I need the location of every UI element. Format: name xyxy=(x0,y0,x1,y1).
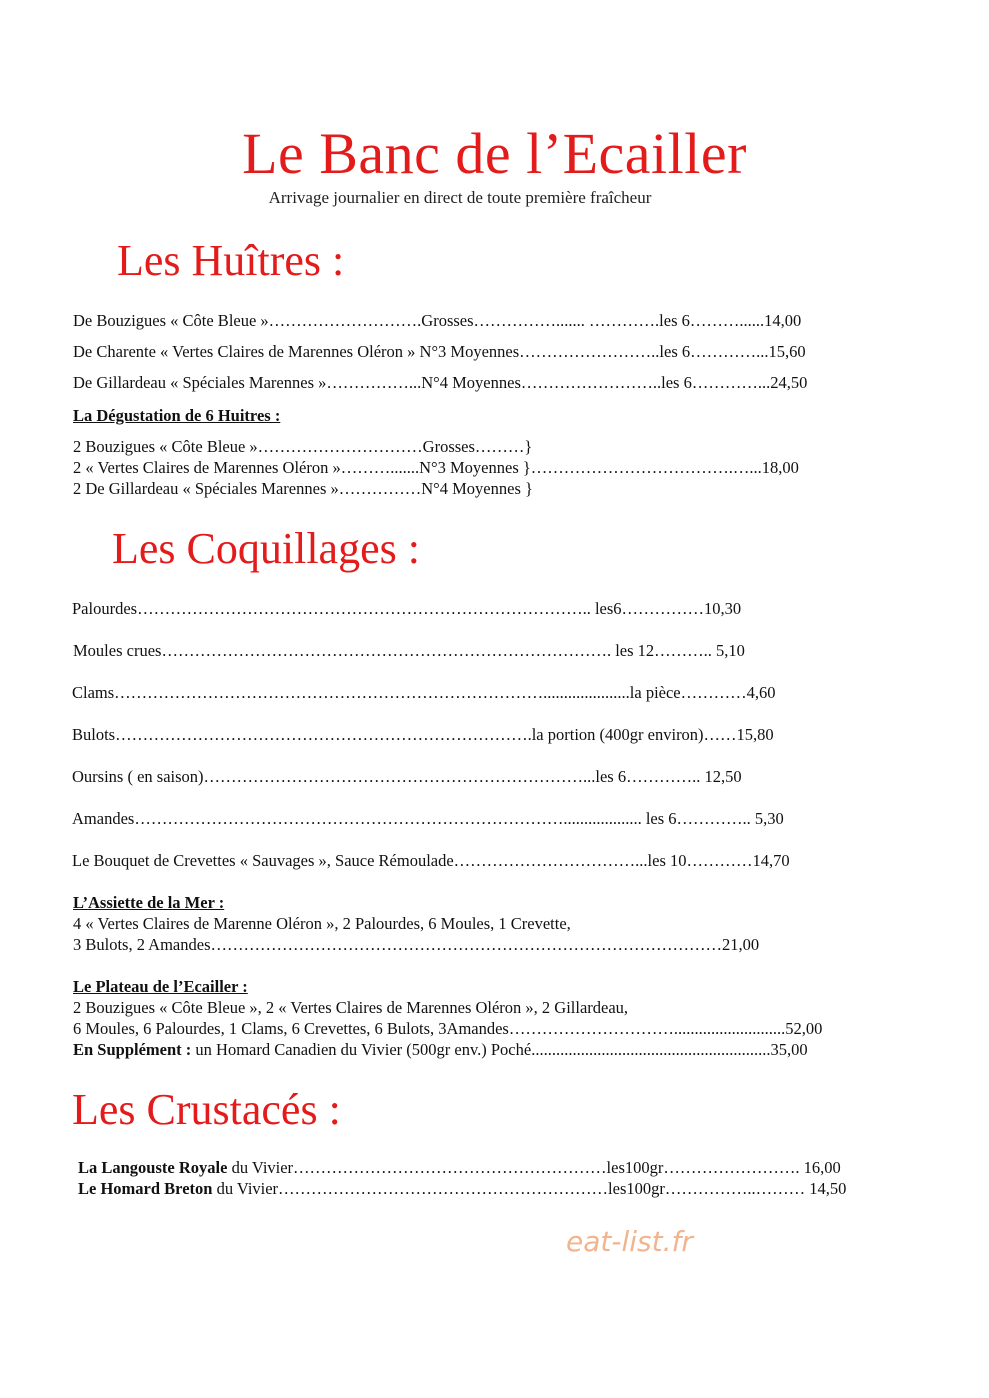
watermark: eat-list.fr xyxy=(566,1225,693,1258)
huitre-item-charente: De Charente « Vertes Claires de Marennes Oléron » N°3 Moyennes……………………..les 6…………...15,60 xyxy=(73,342,806,361)
coquillage-item-bulots: Bulots………………………………………………………………….la portion (400gr environ)……15,80 xyxy=(72,725,774,744)
supplement-text: un Homard Canadien du Vivier (500gr env.) Poché..........................................................35,00 xyxy=(191,1040,808,1059)
coquillage-item-crevettes: Le Bouquet de Crevettes « Sauvages », Sauce Rémoulade……………………………...les 10…………14,70 xyxy=(72,851,790,870)
degustation-heading: La Dégustation de 6 Huitres : xyxy=(73,406,281,425)
section-title-huitres: Les Huîtres : xyxy=(117,236,345,285)
plateau-line: 2 Bouzigues « Côte Bleue », 2 « Vertes Claires de Marennes Oléron », 2 Gillardeau, xyxy=(73,998,629,1017)
section-title-coquillages: Les Coquillages : xyxy=(112,524,420,573)
assiette-line: 4 « Vertes Claires de Marenne Oléron », 2 Palourdes, 6 Moules, 1 Crevette, xyxy=(73,914,571,933)
crustace-name: La Langouste Royale xyxy=(78,1158,228,1177)
coquillage-item-clams: Clams…………………………………………………………………….....................la pièce…………4,60 xyxy=(72,683,776,702)
assiette-line: 3 Bulots, 2 Amandes…………………………………………………………………………………21,00 xyxy=(73,935,760,954)
degustation-line: 2 Bouzigues « Côte Bleue »…………………………Grosses………} xyxy=(73,437,533,456)
menu-title: Le Banc de l’Ecailler xyxy=(242,121,747,186)
menu-subtitle: Arrivage journalier en direct de toute première fraîcheur xyxy=(268,188,652,207)
degustation-line: 2 De Gillardeau « Spéciales Marennes »……………N°4 Moyennes } xyxy=(73,479,533,498)
plateau-supplement xyxy=(73,1039,808,1060)
degustation-line: 2 « Vertes Claires de Marennes Oléron »……….......N°3 Moyennes }……………………………….…...18,00 xyxy=(73,458,799,477)
crustace-name: Le Homard Breton xyxy=(78,1179,213,1198)
huitre-item-gillardeau: De Gillardeau « Spéciales Marennes »……………...N°4 Moyennes……………………..les 6…………...24,50 xyxy=(73,373,808,392)
crustace-details: du Vivier…………………………………………………les100gr……………………. 16,00 xyxy=(227,1158,841,1177)
coquillage-item-amandes: Amandes……………………………………………………………………................... les 6………….. 5,30 xyxy=(72,809,784,828)
section-title-crustaces: Les Crustacés : xyxy=(72,1085,341,1134)
supplement-label: En Supplément : xyxy=(73,1040,192,1059)
crustace-details: du Vivier……………………………………………………les100gr……………..……… 14,50 xyxy=(212,1179,847,1198)
huitre-item-bouzigues: De Bouzigues « Côte Bleue »……………………….Grosses……………....... ………….les 6………......14,00 xyxy=(73,311,802,330)
crustace-item-homard xyxy=(78,1178,846,1199)
coquillage-item-oursins: Oursins ( en saison)……………………………………………………………...les 6………….. 12,50 xyxy=(72,767,742,786)
plateau-heading: Le Plateau de l’Ecailler : xyxy=(73,977,248,996)
assiette-heading: L’Assiette de la Mer : xyxy=(73,893,225,912)
coquillage-item-moules: Moules crues………………………………………………………………………. les 12……….. 5,10 xyxy=(73,641,745,660)
coquillage-item-palourdes: Palourdes……………………………………………………………………….. les6……………10,30 xyxy=(72,599,742,618)
crustace-item-langouste xyxy=(78,1157,841,1178)
plateau-line: 6 Moules, 6 Palourdes, 1 Clams, 6 Crevettes, 6 Bulots, 3Amandes…………………………...........................52,00 xyxy=(73,1019,823,1038)
